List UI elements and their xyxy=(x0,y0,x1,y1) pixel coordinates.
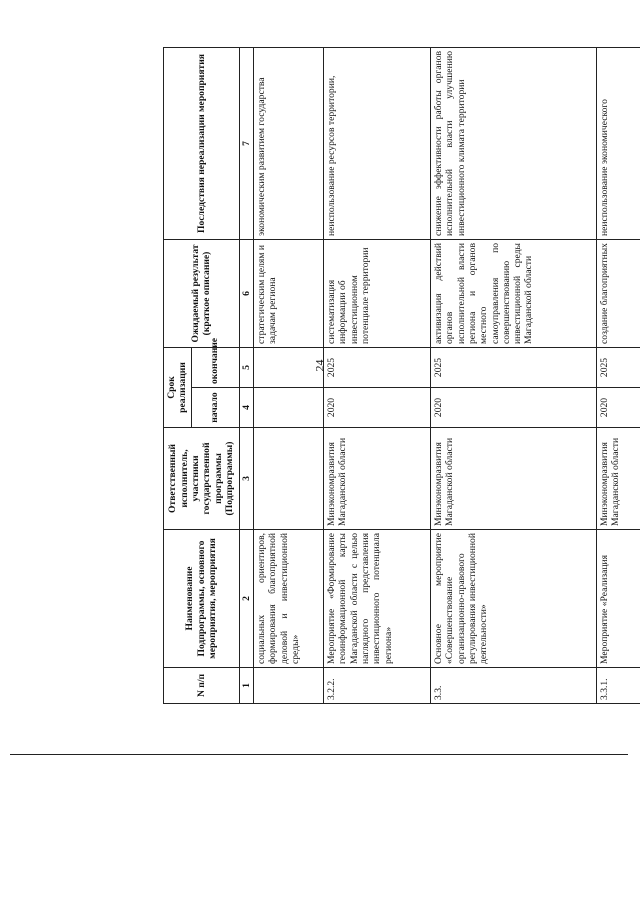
index-cell: 2 xyxy=(239,530,253,668)
cell-start xyxy=(253,388,323,428)
table-row xyxy=(253,47,323,703)
header-name: Наименование Подпрограммы, основного мероприятия, мероприятия xyxy=(164,530,240,668)
table-row xyxy=(323,47,430,703)
cell-name: Основное мероприятие «Совершенствование организационно-правового регулирования инвестиционной деятельности» xyxy=(430,530,596,668)
table-row xyxy=(596,47,640,703)
header-result: Ожидаемый результат (краткое описание) xyxy=(164,239,240,347)
header-num: N п/п xyxy=(164,668,240,704)
cell-result: стратегическим целям и задачам региона xyxy=(253,239,323,347)
cell-start: 2020 xyxy=(430,388,596,428)
cell-result: активизация действий органов исполнительной власти региона и органов местного самоуправления по совершенствованию инвестиционной среды Магаданской области xyxy=(430,239,596,347)
cell-consequences: неиспользование экономического xyxy=(596,47,640,239)
cell-consequences: снижение эффективности работы органов исполнительной власти улучшению инвестиционного климата территории xyxy=(430,47,596,239)
header-start: начало xyxy=(191,388,239,428)
index-cell: 3 xyxy=(239,428,253,530)
cell-name: Мероприятие «Формирование геоинформационной карты Магаданской области с целью наглядного представления инвестиционного потенциала региона» xyxy=(323,530,430,668)
cell-end: 2025 xyxy=(323,347,430,387)
cell-end: 2025 xyxy=(596,347,640,387)
header-term: Срок реализации xyxy=(164,347,192,427)
index-cell: 7 xyxy=(239,47,253,239)
cell-result: систематизация информации об инвестиционном потенциале территории xyxy=(323,239,430,347)
index-cell: 6 xyxy=(239,239,253,347)
cell-num xyxy=(253,668,323,704)
table-row xyxy=(430,47,596,703)
cell-end: 2025 xyxy=(430,347,596,387)
cell-executor: Минэкономразвития Магаданской области xyxy=(596,428,640,530)
header-end: окончание xyxy=(191,347,239,387)
cell-executor: Минэкономразвития Магаданской области xyxy=(430,428,596,530)
cell-consequences: экономическим развитием государства xyxy=(253,47,323,239)
index-cell: 5 xyxy=(239,347,253,387)
cell-executor xyxy=(253,428,323,530)
cell-start: 2020 xyxy=(596,388,640,428)
table-container xyxy=(163,48,622,704)
cell-name: Мероприятие «Реализация xyxy=(596,530,640,668)
index-cell: 1 xyxy=(239,668,253,704)
cell-start: 2020 xyxy=(323,388,430,428)
cell-consequences: неиспользование ресурсов территории, xyxy=(323,47,430,239)
cell-num: 3.2.2. xyxy=(323,668,430,704)
cell-num: 3.3. xyxy=(430,668,596,704)
cell-result: создание благоприятных xyxy=(596,239,640,347)
program-table xyxy=(163,47,640,704)
cell-num: 3.3.1. xyxy=(596,668,640,704)
header-consequences: Последствия нереализации мероприятия xyxy=(164,47,240,239)
header-executor: Ответственный исполнитель, участники государственной программы (Подпрограммы) xyxy=(164,428,240,530)
page-number: 24 xyxy=(312,359,327,372)
cell-executor: Минэкономразвития Магаданской области xyxy=(323,428,430,530)
index-cell: 4 xyxy=(239,388,253,428)
cell-end xyxy=(253,347,323,387)
divider-line xyxy=(10,754,628,755)
cell-name: социальных ориентиров, формирования благоприятной деловой и инвестиционной среды» xyxy=(253,530,323,668)
